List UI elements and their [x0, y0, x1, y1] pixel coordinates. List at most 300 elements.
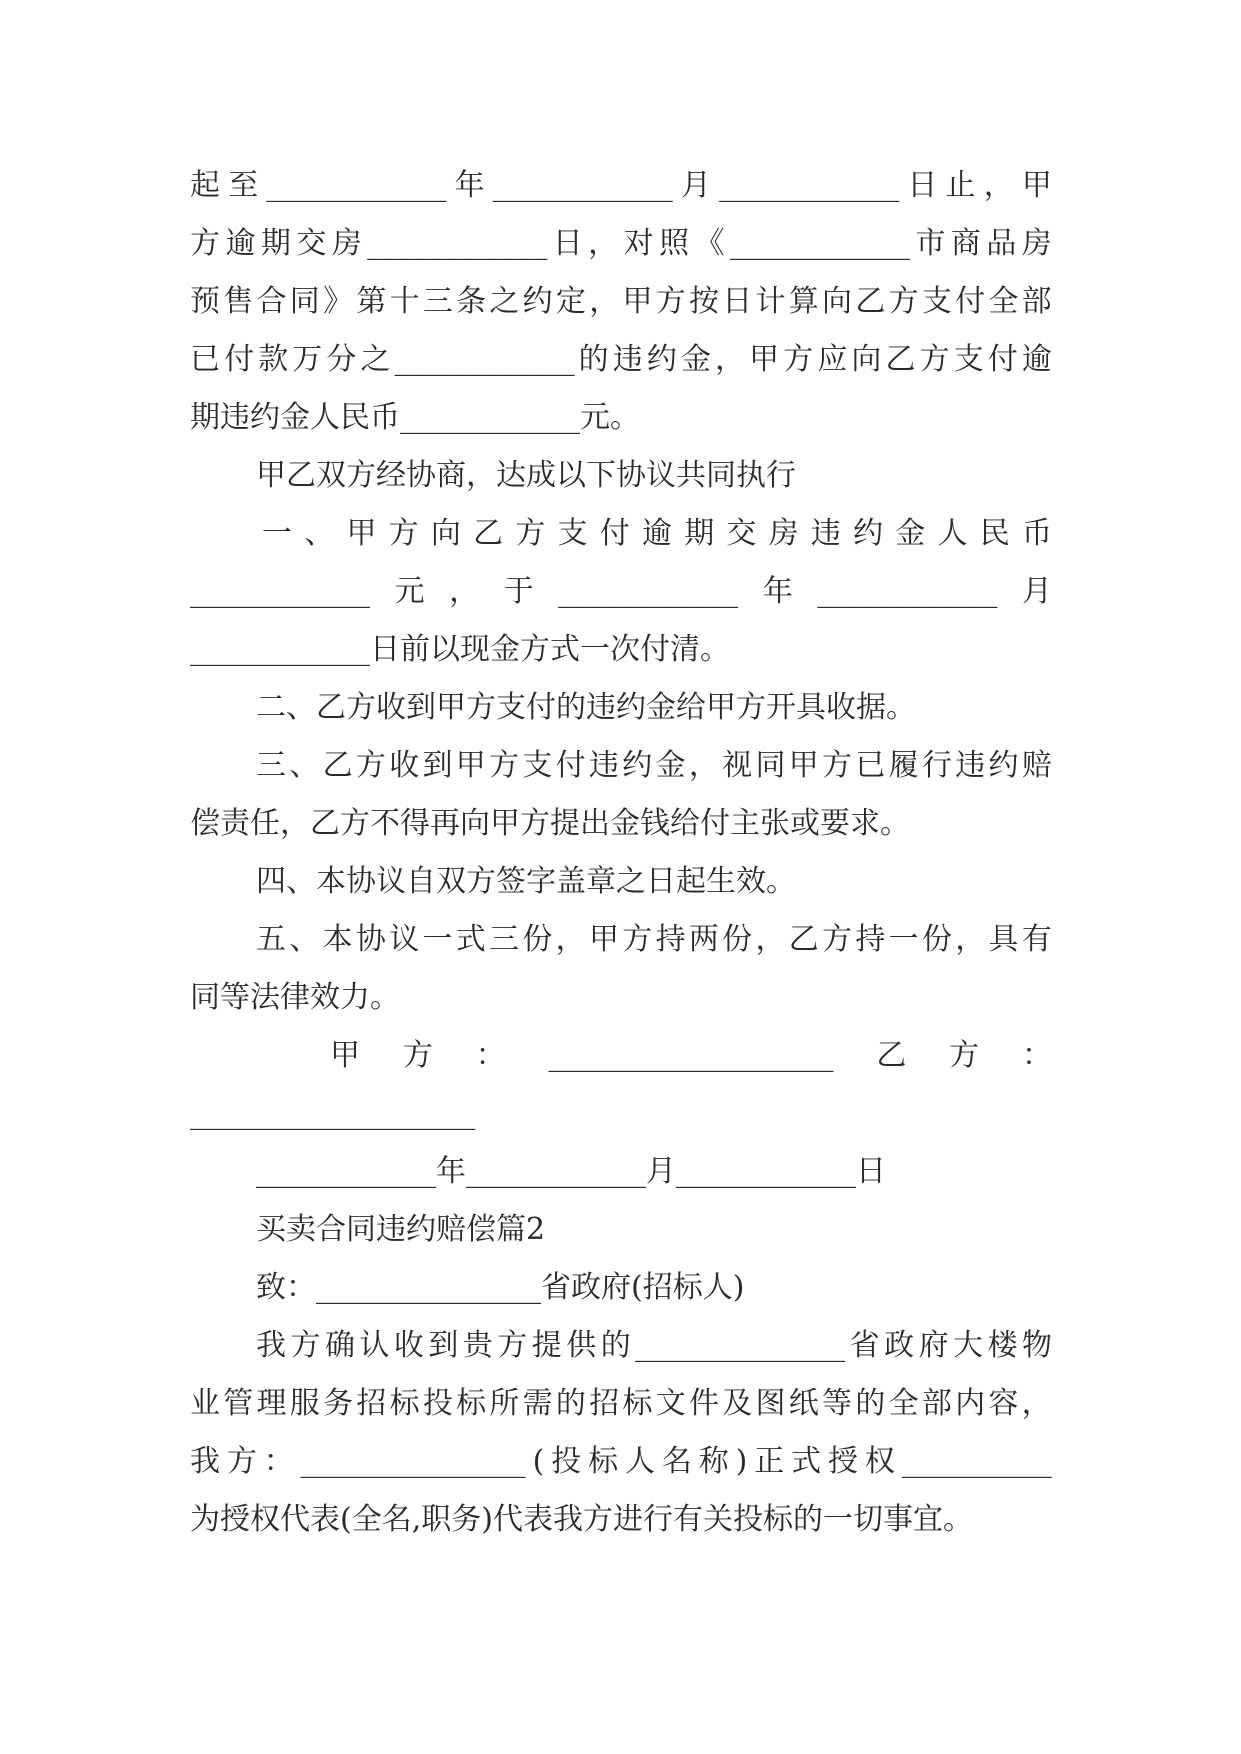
glyph: 方	[388, 516, 419, 551]
glyph: 有	[1021, 922, 1052, 957]
glyph: 现	[460, 632, 490, 667]
glyph: 人	[310, 400, 340, 435]
glyph: 效	[310, 980, 340, 1015]
glyph: 管	[223, 1386, 254, 1421]
glyph: 赔	[1021, 748, 1052, 783]
glyph: 方	[340, 806, 370, 841]
glyph: 标	[672, 1270, 703, 1305]
glyph: 日	[907, 168, 938, 203]
glyph: 第	[356, 284, 387, 319]
glyph: 售	[223, 284, 254, 319]
glyph: 违	[376, 1212, 406, 1247]
glyph: 三	[489, 922, 520, 957]
glyph: 投	[732, 1502, 763, 1537]
glyph: 期	[684, 516, 715, 551]
glyph: 一	[580, 632, 610, 667]
glyph: 约	[250, 400, 280, 435]
glyph: ，	[589, 284, 620, 319]
glyph: 方	[822, 748, 853, 783]
glyph: 商	[950, 226, 981, 261]
glyph: 违	[612, 342, 643, 377]
glyph: 达	[496, 458, 526, 493]
glyph: 赔	[436, 1212, 466, 1247]
glyph: 卖	[286, 1212, 316, 1247]
glyph: 付	[555, 748, 586, 783]
glyph: ,	[411, 1502, 422, 1537]
glyph: 到	[428, 1328, 459, 1363]
glyph: 方	[466, 864, 496, 899]
glyph: 省	[849, 1328, 880, 1363]
glyph: 我	[256, 1328, 286, 1363]
glyph: 式	[791, 1444, 822, 1479]
glyph: 持	[855, 922, 886, 957]
glyph: 三	[256, 748, 286, 783]
glyph: 买	[256, 1212, 286, 1247]
glyph: 履	[888, 748, 919, 783]
glyph: 人	[624, 1444, 655, 1479]
glyph: 万	[292, 342, 323, 377]
glyph: 部	[1021, 284, 1052, 319]
glyph: 已	[855, 748, 886, 783]
glyph: 文	[655, 1386, 686, 1421]
glyph: 协	[406, 458, 436, 493]
glyph: 方	[515, 516, 546, 551]
glyph: 提	[531, 1328, 562, 1363]
glyph: 之	[360, 342, 391, 377]
glyph: 偿	[466, 1212, 496, 1247]
glyph: 日	[856, 1154, 886, 1189]
glyph: 方	[736, 690, 766, 725]
glyph: 付	[640, 632, 670, 667]
glyph: 成	[526, 458, 556, 493]
text-line	[190, 973, 1052, 1023]
glyph: 有	[672, 1502, 703, 1537]
glyph: 收	[826, 690, 856, 725]
glyph: 、	[304, 516, 335, 551]
glyph: 律	[280, 980, 310, 1015]
glyph: 于	[503, 574, 534, 609]
glyph: 方	[466, 690, 496, 725]
glyph: 交	[726, 516, 757, 551]
text-line	[190, 1495, 1052, 1545]
glyph: 的	[600, 1328, 631, 1363]
glyph: 生	[706, 864, 736, 899]
glyph: 分	[326, 342, 357, 377]
glyph: 供	[566, 1328, 597, 1363]
glyph: 按	[688, 284, 719, 319]
glyph: 乙	[473, 516, 504, 551]
glyph: 关	[702, 1502, 733, 1537]
glyph: 议	[389, 922, 420, 957]
glyph: 约	[853, 516, 884, 551]
glyph: 已	[190, 342, 220, 377]
glyph: 方	[290, 1328, 321, 1363]
glyph: 的	[578, 342, 609, 377]
glyph: 违	[220, 400, 250, 435]
glyph: 。	[700, 632, 730, 667]
glyph: 年	[436, 1154, 466, 1189]
glyph: 前	[400, 632, 430, 667]
glyph: 日	[646, 864, 676, 899]
glyph: 职	[421, 1502, 452, 1537]
glyph: 民	[979, 516, 1010, 551]
glyph: 议	[376, 864, 406, 899]
glyph: 协	[616, 458, 646, 493]
glyph: ，	[715, 342, 746, 377]
text-line	[190, 567, 1052, 617]
glyph: 日	[370, 632, 400, 667]
glyph: 应	[817, 342, 848, 377]
glyph: 逾	[1021, 342, 1052, 377]
glyph: 标	[762, 1502, 793, 1537]
glyph: 名	[381, 1502, 412, 1537]
glyph: 任	[250, 806, 280, 841]
glyph: 甲	[256, 458, 286, 493]
blank-field: ____________	[400, 400, 580, 435]
glyph: 授	[828, 1444, 859, 1479]
glyph: 市	[915, 226, 946, 261]
glyph: 。	[942, 1502, 973, 1537]
glyph: 同	[190, 980, 220, 1015]
glyph: ：	[286, 1270, 316, 1305]
glyph: ，	[280, 806, 310, 841]
glyph: 出	[580, 806, 610, 841]
blank-field: ____________	[466, 1154, 646, 1189]
blank-field: ____________	[558, 574, 739, 609]
glyph: 签	[496, 864, 526, 899]
glyph: 付	[955, 284, 986, 319]
glyph: 至	[228, 168, 259, 203]
glyph: 服	[289, 1386, 320, 1421]
glyph: 款	[258, 342, 289, 377]
blank-field: ____________	[492, 168, 673, 203]
glyph: ，	[755, 922, 786, 957]
glyph: 协	[355, 922, 386, 957]
glyph: 房	[768, 516, 799, 551]
glyph: 甲	[1021, 168, 1052, 203]
glyph: 甲	[788, 748, 819, 783]
glyph: 金	[895, 516, 926, 551]
glyph: 的	[555, 1386, 586, 1421]
blank-field: ____________	[676, 1154, 856, 1189]
glyph: 不	[370, 806, 400, 841]
glyph: 支	[557, 516, 588, 551]
glyph: 据	[856, 690, 886, 725]
glyph: 提	[550, 806, 580, 841]
blank-field: _______________	[300, 1444, 526, 1479]
glyph: 给	[676, 690, 706, 725]
blank-field: ____________	[367, 226, 548, 261]
blank-field: ____________	[729, 226, 910, 261]
glyph: 效	[736, 864, 766, 899]
glyph: 行	[766, 458, 796, 493]
glyph: 付	[987, 342, 1018, 377]
glyph: 权	[864, 1444, 895, 1479]
glyph: 条	[456, 284, 487, 319]
glyph: 篇	[496, 1212, 526, 1247]
glyph: 为	[190, 1502, 220, 1537]
glyph: 对	[623, 226, 654, 261]
glyph: 合	[316, 1212, 346, 1247]
blank-field: ____________	[190, 632, 370, 667]
glyph: 标	[588, 1444, 619, 1479]
glyph: 、	[289, 922, 320, 957]
glyph: 宜	[912, 1502, 943, 1537]
glyph: 到	[406, 690, 436, 725]
glyph: 甲	[706, 690, 736, 725]
glyph: 方	[888, 284, 919, 319]
glyph: 自	[406, 864, 436, 899]
section-heading	[256, 1205, 1052, 1255]
glyph: 字	[526, 864, 556, 899]
glyph: ，	[1021, 1386, 1052, 1421]
glyph: 我	[190, 1444, 220, 1479]
blank-field: ____________	[256, 1154, 436, 1189]
glyph: 务	[451, 1502, 482, 1537]
glyph: 章	[586, 864, 616, 899]
glyph: 同	[289, 284, 320, 319]
glyph: 交	[296, 226, 327, 261]
glyph: )	[732, 1270, 745, 1305]
glyph: 方	[346, 690, 376, 725]
glyph: 议	[646, 458, 676, 493]
glyph: 方	[520, 806, 550, 841]
glyph: 、	[286, 864, 316, 899]
glyph: 之	[616, 864, 646, 899]
glyph: 偿	[190, 806, 220, 841]
glyph: 一	[822, 1502, 853, 1537]
glyph: )	[735, 1444, 748, 1479]
glyph: 授	[220, 1502, 250, 1537]
glyph: 付	[599, 516, 630, 551]
glyph: 本	[322, 922, 353, 957]
signature-line	[330, 1031, 1052, 1081]
glyph: 份	[722, 922, 753, 957]
glyph: 乙	[286, 458, 316, 493]
text-line	[256, 741, 1052, 791]
glyph: 十	[389, 284, 420, 319]
glyph: 以	[556, 458, 586, 493]
glyph: 共	[676, 458, 706, 493]
glyph: )	[481, 1502, 493, 1537]
glyph: 金	[646, 690, 676, 725]
glyph: 份	[921, 922, 952, 957]
glyph: 甲	[622, 284, 653, 319]
glyph: 部	[921, 1386, 952, 1421]
glyph: 方	[402, 1038, 433, 1073]
glyph: 表	[310, 1502, 340, 1537]
glyph: 元	[394, 574, 425, 609]
glyph: 支	[953, 342, 984, 377]
glyph: 人	[937, 516, 968, 551]
glyph: 商	[436, 458, 466, 493]
glyph: 乙	[885, 342, 916, 377]
glyph: 方	[919, 342, 950, 377]
glyph: 所	[489, 1386, 520, 1421]
glyph: 方	[489, 748, 520, 783]
glyph: 执	[736, 458, 766, 493]
glyph: 法	[250, 980, 280, 1015]
glyph: 一	[888, 922, 919, 957]
glyph: 年	[454, 168, 485, 203]
glyph: 权	[250, 1502, 280, 1537]
glyph: 一	[422, 922, 453, 957]
glyph: 。	[886, 690, 916, 725]
glyph: 。	[880, 806, 910, 841]
glyph: ，	[555, 922, 586, 957]
glyph: 收	[389, 748, 420, 783]
glyph: 下	[586, 458, 616, 493]
glyph: 招	[356, 1386, 387, 1421]
text-line	[256, 683, 1052, 733]
glyph: 方	[822, 922, 853, 957]
glyph: 乙	[855, 284, 886, 319]
glyph: 逾	[225, 226, 256, 261]
glyph: 金	[655, 748, 686, 783]
glyph: ，	[983, 168, 1014, 203]
glyph: 约	[406, 1212, 436, 1247]
glyph: 付	[700, 806, 730, 841]
glyph: 方	[226, 1444, 257, 1479]
glyph: 甲	[330, 1038, 360, 1073]
glyph: 业	[190, 1386, 220, 1421]
glyph: (	[631, 1270, 643, 1305]
signature-line	[190, 1089, 1052, 1139]
glyph: 支	[496, 690, 526, 725]
glyph: 持	[655, 922, 686, 957]
glyph: 金	[680, 342, 711, 377]
glyph: 约	[522, 284, 553, 319]
glyph: 、	[289, 748, 320, 783]
glyph: 求	[850, 806, 880, 841]
glyph: 双	[436, 864, 466, 899]
glyph: 代	[492, 1502, 523, 1537]
glyph: 月	[1021, 574, 1052, 609]
glyph: 照	[659, 226, 690, 261]
glyph: 违	[588, 748, 619, 783]
glyph: 一	[262, 516, 292, 551]
blank-field: ___________________	[190, 1096, 475, 1131]
glyph: 月	[680, 168, 711, 203]
text-line	[256, 1321, 1052, 1371]
glyph: 等	[822, 1386, 853, 1421]
glyph: 甲	[490, 806, 520, 841]
glyph: 次	[610, 632, 640, 667]
glyph: 期	[190, 400, 220, 435]
glyph: 钱	[640, 806, 670, 841]
glyph: 标	[389, 1386, 420, 1421]
glyph: 付	[224, 342, 255, 377]
glyph: 起	[676, 864, 706, 899]
glyph: 《	[694, 226, 725, 261]
glyph: 向	[430, 516, 461, 551]
glyph: 大	[953, 1328, 984, 1363]
glyph: 投	[422, 1386, 453, 1421]
glyph: 支	[522, 748, 553, 783]
glyph: 收	[393, 1328, 424, 1363]
glyph: 理	[256, 1386, 287, 1421]
glyph: 同	[706, 458, 736, 493]
glyph: 标	[622, 1386, 653, 1421]
glyph: 付	[526, 690, 556, 725]
glyph: 收	[376, 690, 406, 725]
glyph: 件	[688, 1386, 719, 1421]
blank-field: ____________	[719, 168, 900, 203]
glyph: 需	[522, 1386, 553, 1421]
glyph: 进	[612, 1502, 643, 1537]
text-line	[190, 1437, 1052, 1487]
glyph: 三	[422, 284, 453, 319]
glyph: ，	[688, 748, 719, 783]
glyph: 预	[190, 284, 220, 319]
glyph: 主	[730, 806, 760, 841]
glyph: 清	[670, 632, 700, 667]
glyph: 房	[331, 226, 362, 261]
glyph: 方	[520, 632, 550, 667]
glyph: 向	[822, 284, 853, 319]
glyph: 张	[760, 806, 790, 841]
glyph: 行	[642, 1502, 673, 1537]
glyph: 图	[755, 1386, 786, 1421]
glyph: 乙	[876, 1038, 907, 1073]
glyph: 力	[340, 980, 370, 1015]
glyph: 乙	[310, 806, 340, 841]
glyph: 定	[555, 284, 586, 319]
glyph: 及	[722, 1386, 753, 1421]
glyph: 。	[766, 864, 796, 899]
glyph: 名	[661, 1444, 692, 1479]
glyph: 政	[571, 1270, 601, 1305]
glyph: 方	[497, 1328, 528, 1363]
glyph: 。	[610, 400, 640, 435]
glyph: 省	[541, 1270, 571, 1305]
glyph: 方	[783, 342, 814, 377]
glyph: 2	[526, 1212, 546, 1247]
glyph: 以	[430, 632, 460, 667]
text-line	[190, 393, 1052, 443]
glyph: 的	[855, 1386, 886, 1421]
text-line	[256, 451, 1052, 501]
glyph: 标	[456, 1386, 487, 1421]
glyph: 止	[945, 168, 976, 203]
glyph: 府	[601, 1270, 631, 1305]
glyph: 元	[580, 400, 610, 435]
glyph: 事	[882, 1502, 913, 1537]
glyph: 方	[355, 748, 386, 783]
glyph: 确	[324, 1328, 355, 1363]
text-line	[256, 1263, 1052, 1313]
glyph: 经	[376, 458, 406, 493]
glyph: 乙	[788, 922, 819, 957]
glyph: 的	[792, 1502, 823, 1537]
glyph: 投	[551, 1444, 582, 1479]
glyph: 贵	[462, 1328, 493, 1363]
glyph: ：	[475, 1038, 506, 1073]
glyph: 四	[256, 864, 286, 899]
glyph: 月	[646, 1154, 676, 1189]
glyph: 物	[1021, 1328, 1052, 1363]
glyph: 约	[988, 748, 1019, 783]
glyph: 全	[351, 1502, 382, 1537]
blank-field: ____________	[266, 168, 447, 203]
glyph: 甲	[346, 516, 377, 551]
glyph: 协	[346, 864, 376, 899]
glyph: 二	[256, 690, 286, 725]
glyph: 房	[1021, 226, 1052, 261]
text-line	[190, 219, 1052, 269]
glyph: 违	[955, 748, 986, 783]
glyph: 式	[455, 922, 486, 957]
